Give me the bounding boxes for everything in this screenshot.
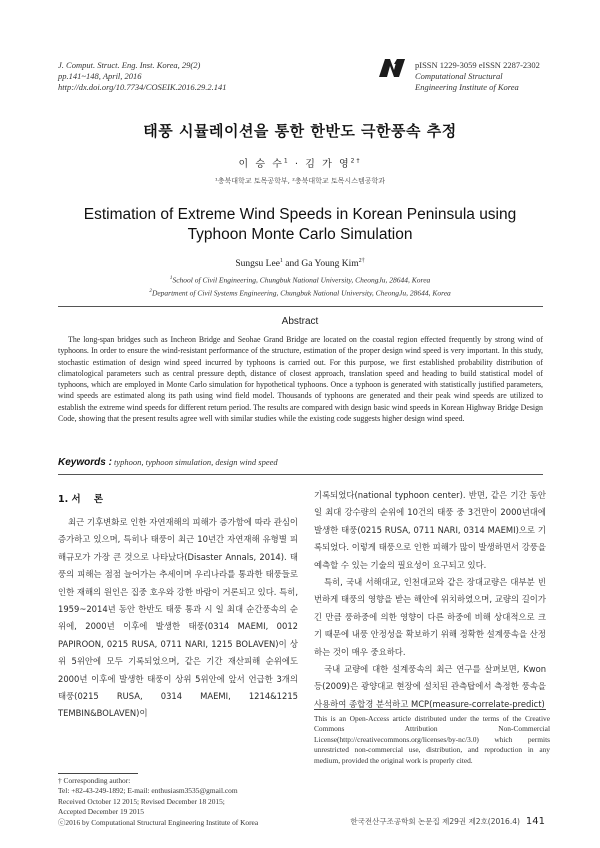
english-affiliations (0, 273, 600, 298)
english-title-line: Typhoon Monte Carlo Simulation (187, 225, 413, 243)
affiliation-line (0, 286, 600, 299)
section-heading: 1. 서 론 (58, 494, 104, 505)
abstract-heading: Abstract (281, 316, 319, 327)
citation-line: pp.141~148, April, 2016 (58, 71, 142, 81)
footnote-line: Accepted December 19 2015 (58, 807, 144, 817)
affiliation-line (0, 273, 600, 286)
affiliation-text: Department of Civil Systems Engineering, Chungbuk National University, CheongJu, 28644, Korea (151, 288, 451, 297)
footnote-line: ⓒ2016 by Computational Structural Engineering Institute of Korea (58, 817, 259, 827)
abstract-text: The long-span bridges such as Incheon Bridge and Seohae Grand Bridge are located on the coastal region effected frequently by strong wind of typhoons. In order to ensure the wind-resistant performance of the structure, estimation of the proper design wind speed is very important. In this study, stochastic estimation of design wind speed incurred by typhoons is carried out. For this purpose, we first established probability distribution of climatological parameters such as central pressure depth, distance of closest approach, translation speed and heading to build statistical model of typhoons, which are employed in Monte Carlo simulation for hypothetical typhoons. Once a typhoon is generated with statistically justified parameters, wind speeds are estimated along its path using wind field model. Thousands of typhoons are generated and their peak wind speeds are utilized to establish the extreme wind speeds for different return period. The results are compared with design basic wind speeds in Korean Highway Bridge Design Code, showing that the present results agree well with similar studies while the existing code suggests higher design wind speed. (58, 335, 543, 424)
license-notice (314, 714, 550, 766)
english-title (0, 205, 600, 244)
page-number: 141 (525, 816, 545, 827)
author-name: Sungsu Lee (235, 259, 280, 270)
author-superscript: 1 (279, 258, 283, 264)
affiliation-superscript: 2 (149, 287, 152, 294)
citation-line: J. Comput. Struct. Eng. Inst. Korea, 29(2) (58, 60, 201, 70)
author-separator: · (294, 159, 301, 170)
license-rule (314, 709, 546, 710)
body-paragraph: 최근 기후변화로 인한 자연재해의 피해가 증가함에 따라 관심이 증가하고 있으며, 특히나 태풍이 최근 10년간 자연재해 유형별 피해규모가 가장 큰 것으로 나타났다(Disaster Annals, 2014). 태풍의 피해는 점점 늘어가는 추세이며 우리나라를 통과한 태풍들로 인한 재해의 원인은 집중 호우와 강한 바람이 거론되고 있다. 특히, 1959~2014년 동안 한반도 태풍 통과 시 일 최대 순간풍속의 순위에, 2000년 이후에 발생한 태풍(0314 MAEMI, 0012 PAPIROON, 0215 RUSA, 0711 NARI, 1215 BOLAVEN)이 상위 5위안에 모두 기록되었으며, 같은 기간 재산피해 순위에도 2000년 이후에 발생한 태풍이 상위 5위안에 앞서 언급한 3개의 태풍(0215 RUSA, 0314 MAEMI, 1214&1215 TEMBIN&BOLAVEN)이 (58, 517, 298, 719)
body-paragraph: 특히, 국내 서해대교, 인천대교와 같은 장대교량은 대부분 빈번하게 태풍의 영향을 받는 해안에 위치하였으며, 교량의 길이가 긴 만큼 풍하중에 의한 영향이 다른 하중에 비해 상대적으로 크기 때문에 내풍 안정성을 확보하기 위해 정확한 설계풍속을 산정하는 것이 매우 중요하다. (314, 577, 546, 657)
footnote-rule (58, 773, 138, 774)
english-authors (0, 258, 600, 269)
body-paragraph: 국내 교량에 대한 설계풍속의 최근 연구를 살펴보면, Kwon 등(2009)은 광양대교 현장에 설치된 관측탑에서 측정한 풍속을 사용하여 종합경 분석하고 MCP(measure-correlate-predict) (314, 664, 546, 709)
publisher-line: Computational Structural (415, 71, 503, 81)
author-name: 이 승 수 (238, 159, 284, 170)
korean-title: 태풍 시뮬레이션을 통한 한반도 극한풍속 추정 (143, 122, 457, 140)
license-text: This is an Open-Access article distributed under the terms of the Creative Commons Attribution Non-Commercial License(http://creativecommons.org/licenses/by-nc/3.0) which permits unrestricted non-commercial use, distribution, and reproduction in any medium, provided the original work is properly cited. (314, 714, 550, 765)
author-superscript: 1 (283, 157, 290, 165)
abstract-bottom-rule (58, 474, 543, 475)
korean-affiliations: ¹충북대학교 토목공학부, ²충북대학교 토목시스템공학과 (214, 177, 386, 185)
journal-citation (58, 60, 227, 93)
page-footer (0, 816, 545, 827)
issn-block (415, 60, 540, 93)
issn-line: pISSN 1229-3059 eISSN 2287-2302 (415, 60, 540, 70)
journal-footer-text: 한국전산구조공학회 논문집 제29권 제2호(2016.4) (350, 817, 520, 826)
doi-link[interactable]: http://dx.doi.org/10.7734/COSEIK.2016.29.2.141 (58, 82, 227, 92)
affiliation-superscript: 1 (169, 275, 173, 281)
author-joiner: and (282, 259, 302, 270)
keywords-label: Keywords : (58, 457, 112, 468)
left-column (58, 514, 298, 723)
author-name: Ga Young Kim (301, 259, 359, 270)
footnote-line: † Corresponding author: (58, 776, 131, 785)
korean-authors (0, 155, 600, 170)
publisher-line: Engineering Institute of Korea (415, 82, 519, 92)
keywords (58, 457, 278, 468)
keywords-list: typhoon, typhoon simulation, design wind speed (111, 457, 278, 467)
abstract-top-rule (58, 306, 543, 307)
body-paragraph: 기록되었다(national typhoon center). 반면, 같은 기간 동안 일 최대 강수량의 순위에 10건의 태풍 중 3건만이 2000년대에 발생한 태풍(0215 RUSA, 0711 NARI, 0314 MAEMI)으로 기록되었다. 이렇게 태풍으로 인한 피해가 많이 발생하면서 강풍을 예측할 수 있는 기술의 필요성이 요구되고 있다. (314, 490, 546, 570)
footnote-line: Received October 12 2015; Revised December 18 2015; (58, 796, 225, 806)
author-superscript: 2† (350, 157, 362, 165)
english-title-line: Estimation of Extreme Wind Speeds in Korean Peninsula using (83, 206, 517, 223)
footnote-line: Tel: +82-43-249-1892; E-mail: enthusiasm3535@gmail.com (58, 786, 238, 796)
author-name: 김 가 영 (305, 159, 351, 170)
author-superscript: 2† (358, 258, 365, 264)
journal-logo-icon (378, 58, 406, 78)
affiliation-text: School of Civil Engineering, Chungbuk National University, CheongJu, 28644, Korea (172, 275, 431, 285)
right-column (314, 487, 546, 713)
